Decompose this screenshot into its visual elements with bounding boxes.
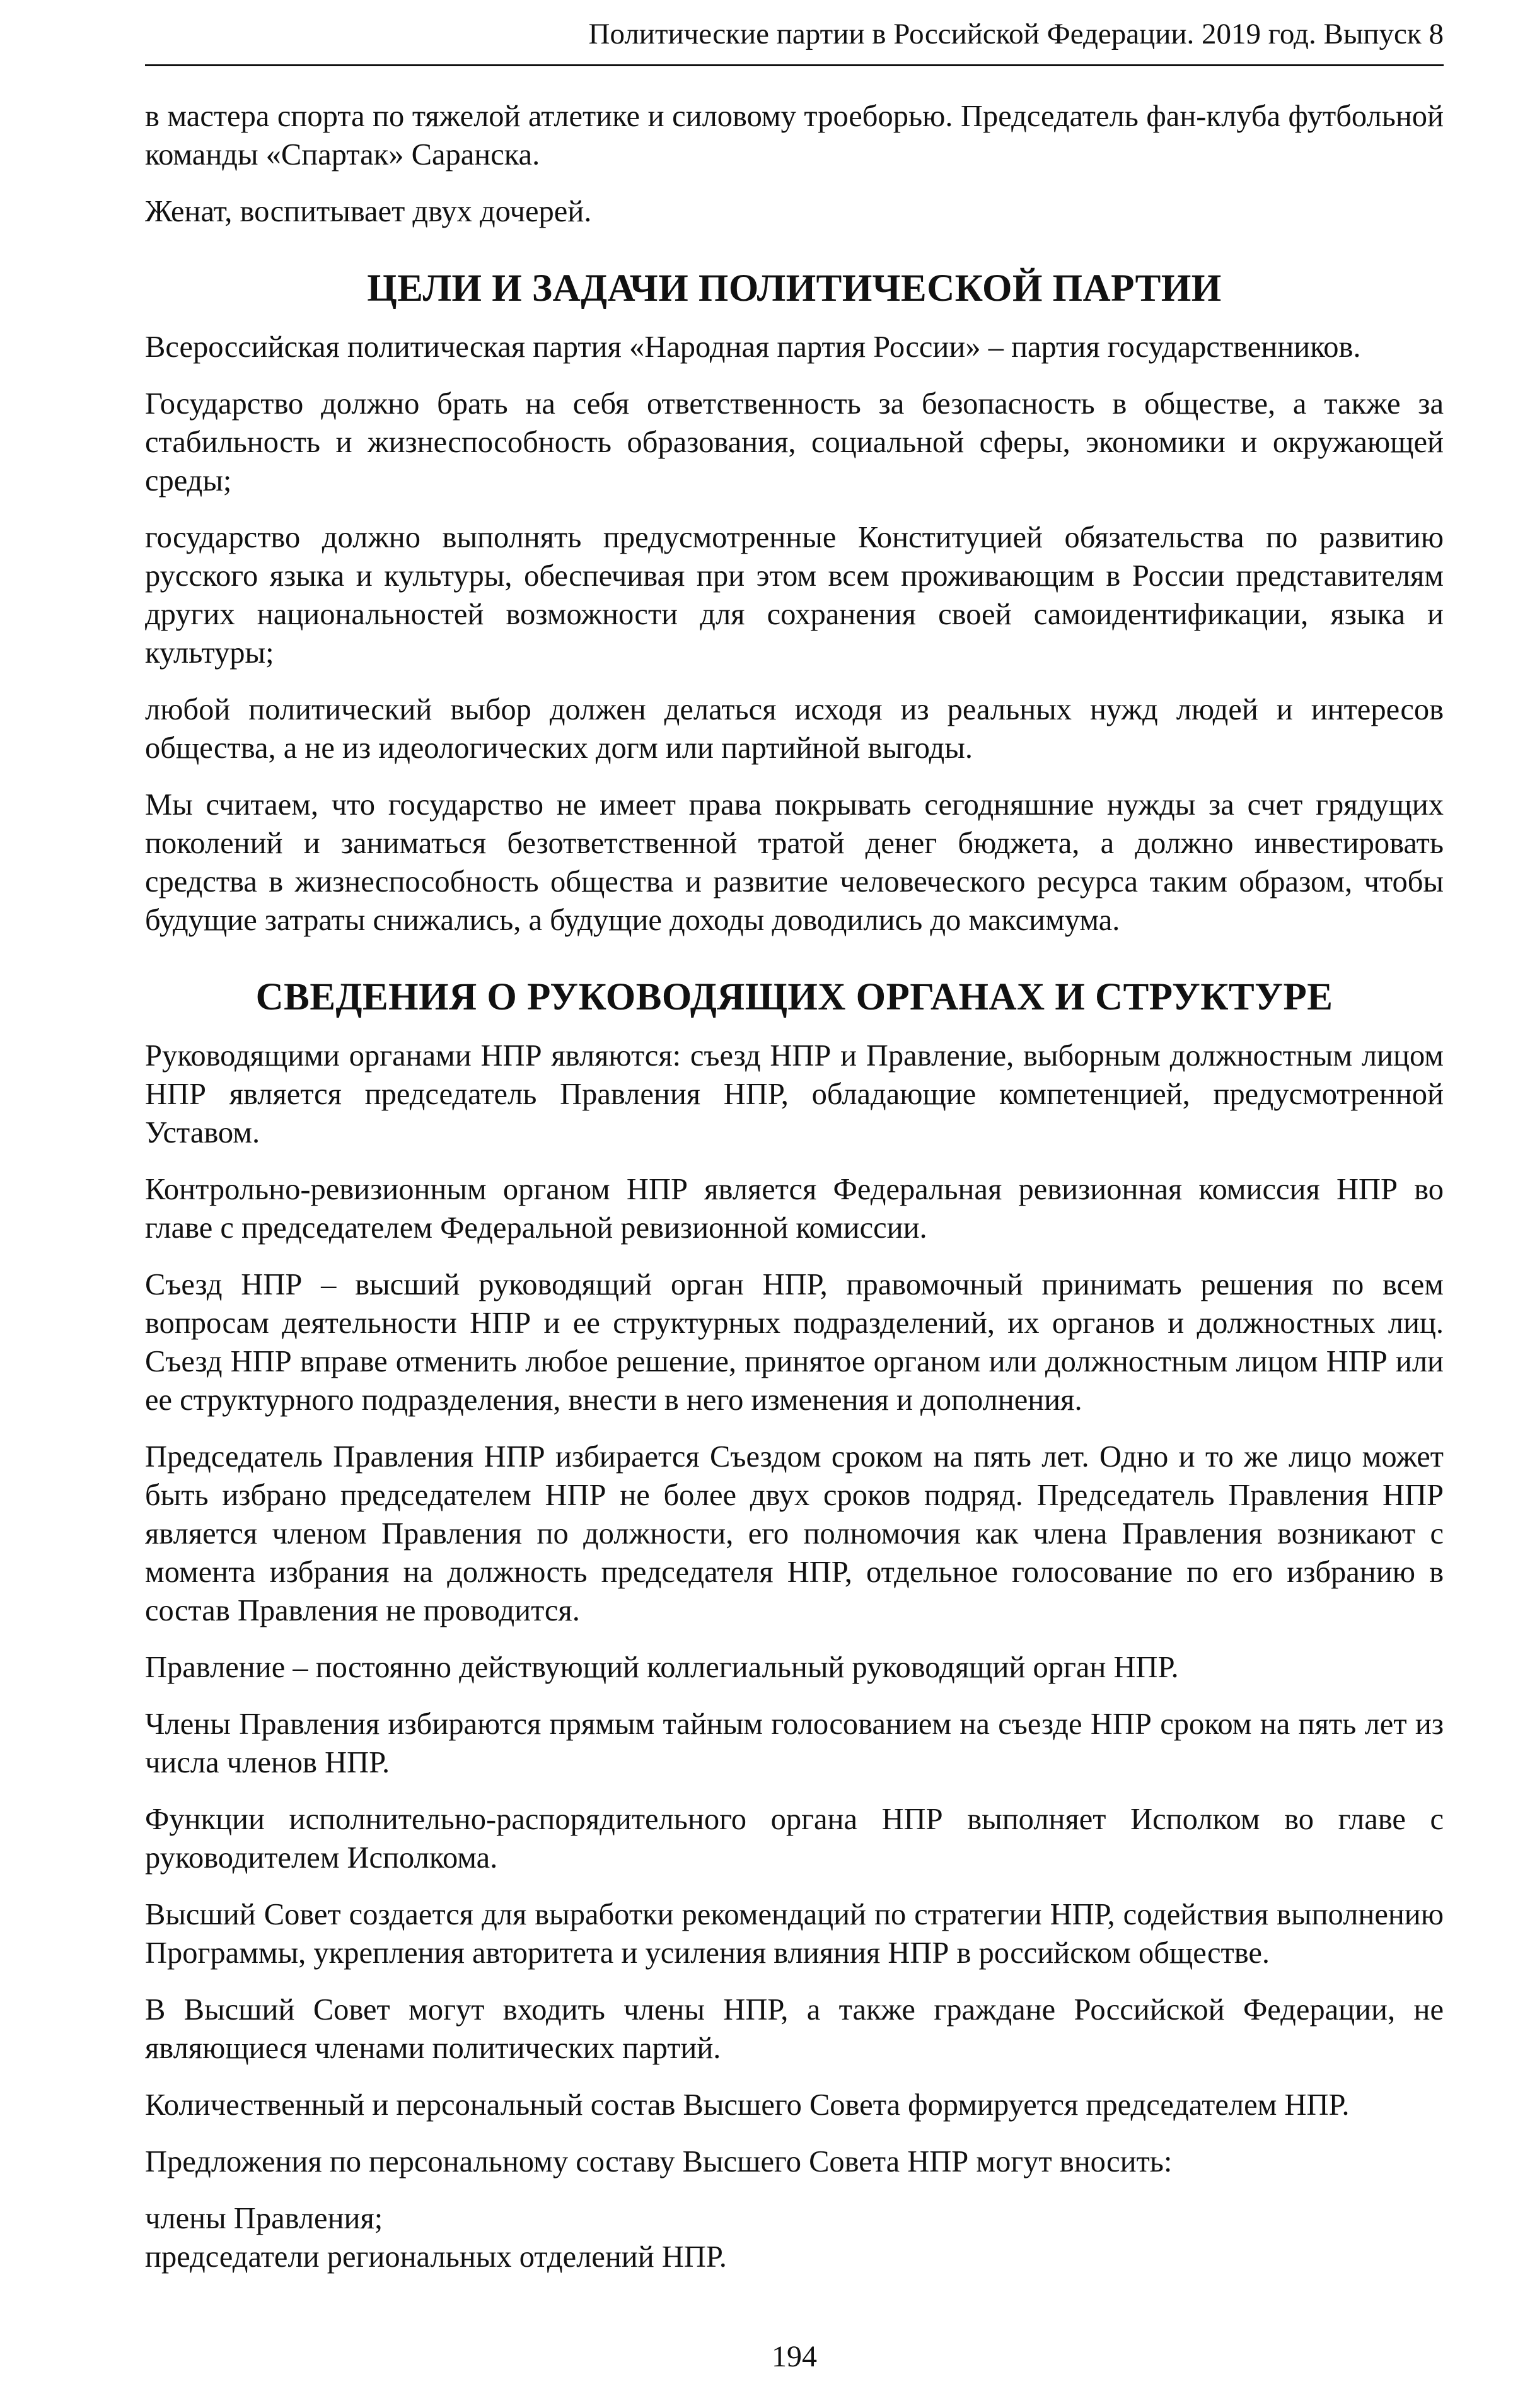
page-number: 194 xyxy=(772,2340,817,2373)
page-content xyxy=(145,97,1444,2276)
goals-paragraph: Государство должно брать на себя ответственность за безопасность в обществе, а также за стабильность и жизнеспособность образования, социальной сферы, экономики и окружающей среды; xyxy=(145,387,1444,497)
goals-paragraph: государство должно выполнять предусмотренные Конституцией обязательства по развитию русского языка и культуры, обеспечивая при этом всем проживающим в России представителям других национальностей возможности для сохранения своей самоидентификации, языка и культуры; xyxy=(145,521,1444,670)
intro-paragraph: в мастера спорта по тяжелой атлетике и силовому троеборью. Председатель фан-клуба футбольной команды «Спартак» Саранска. xyxy=(145,100,1444,172)
structure-paragraph: Съезд НПР – высший руководящий орган НПР, правомочный принимать решения по всем вопросам деятельности НПР и ее структурных подразделений, их органов и должностных лиц. Съезд НПР вправе отменить любое решение, принятое органом или должностным лицом НПР или ее структурного подразделения, внести в него изменения и дополнения. xyxy=(145,1268,1444,1417)
structure-paragraph: Правление – постоянно действующий коллегиальный руководящий орган НПР. xyxy=(145,1651,1179,1684)
header-rule xyxy=(145,64,1444,66)
structure-list-item: председатели региональных отделений НПР. xyxy=(145,2240,727,2274)
structure-paragraph: Контрольно-ревизионным органом НПР является Федеральная ревизионная комиссия НПР во главе с председателем Федеральной ревизионной комиссии. xyxy=(145,1173,1444,1245)
structure-paragraph: Члены Правления избираются прямым тайным голосованием на съезде НПР сроком на пять лет из числа членов НПР. xyxy=(145,1707,1444,1779)
goals-paragraph: любой политический выбор должен делаться исходя из реальных нужд людей и интересов общества, а не из идеологических догм или партийной выгоды. xyxy=(145,693,1444,765)
structure-paragraph: Высший Совет создается для выработки рекомендаций по стратегии НПР, содействия выполнению Программы, укрепления авторитета и усиления влияния НПР в российском обществе. xyxy=(145,1898,1444,1970)
structure-paragraph: Председатель Правления НПР избирается Съездом сроком на пять лет. Одно и то же лицо может быть избрано председателем НПР не более двух сроков подряд. Председатель Правления НПР является членом Правления по должности, его полномочия как члена Правления возникают с момента избрания на должность председателя НПР, отдельное голосование по его избранию в состав Правления не проводится. xyxy=(145,1440,1444,1627)
intro-paragraph: Женат, воспитывает двух дочерей. xyxy=(145,195,592,228)
structure-paragraph: Предложения по персональному составу Высшего Совета НПР могут вносить: xyxy=(145,2145,1173,2178)
structure-paragraph: Руководящими органами НПР являются: съезд НПР и Правление, выборным должностным лицом НПР является председатель Правления НПР, обладающие компетенцией, предусмотренной Уставом. xyxy=(145,1039,1444,1149)
section-title-goals: ЦЕЛИ И ЗАДАЧИ ПОЛИТИЧЕСКОЙ ПАРТИИ xyxy=(367,267,1222,310)
structure-paragraph: Количественный и персональный состав Высшего Совета формируется председателем НПР. xyxy=(145,2088,1350,2122)
structure-paragraph: В Высший Совет могут входить члены НПР, а также граждане Российской Федерации, не являющиеся членами политических партий. xyxy=(145,1993,1444,2065)
section-title-structure: СВЕДЕНИЯ О РУКОВОДЯЩИХ ОРГАНАХ И СТРУКТУРЕ xyxy=(255,976,1333,1018)
goals-paragraph: Всероссийская политическая партия «Народная партия России» – партия государственников. xyxy=(145,330,1361,364)
running-header: Политические партии в Российской Федерации. 2019 год. Выпуск 8 xyxy=(588,18,1444,50)
goals-paragraph: Мы считаем, что государство не имеет права покрывать сегодняшние нужды за счет грядущих поколений и заниматься безответственной тратой денег бюджета, а должно инвестировать средства в жизнеспособность общества и развитие человеческого ресурса таким образом, чтобы будущие затраты снижались, а будущие доходы доводились до максимума. xyxy=(145,788,1444,937)
structure-list-item: члены Правления; xyxy=(145,2202,383,2235)
document-page xyxy=(145,0,1444,2408)
structure-paragraph: Функции исполнительно-распорядительного органа НПР выполняет Исполком во главе с руководителем Исполкома. xyxy=(145,1803,1444,1875)
